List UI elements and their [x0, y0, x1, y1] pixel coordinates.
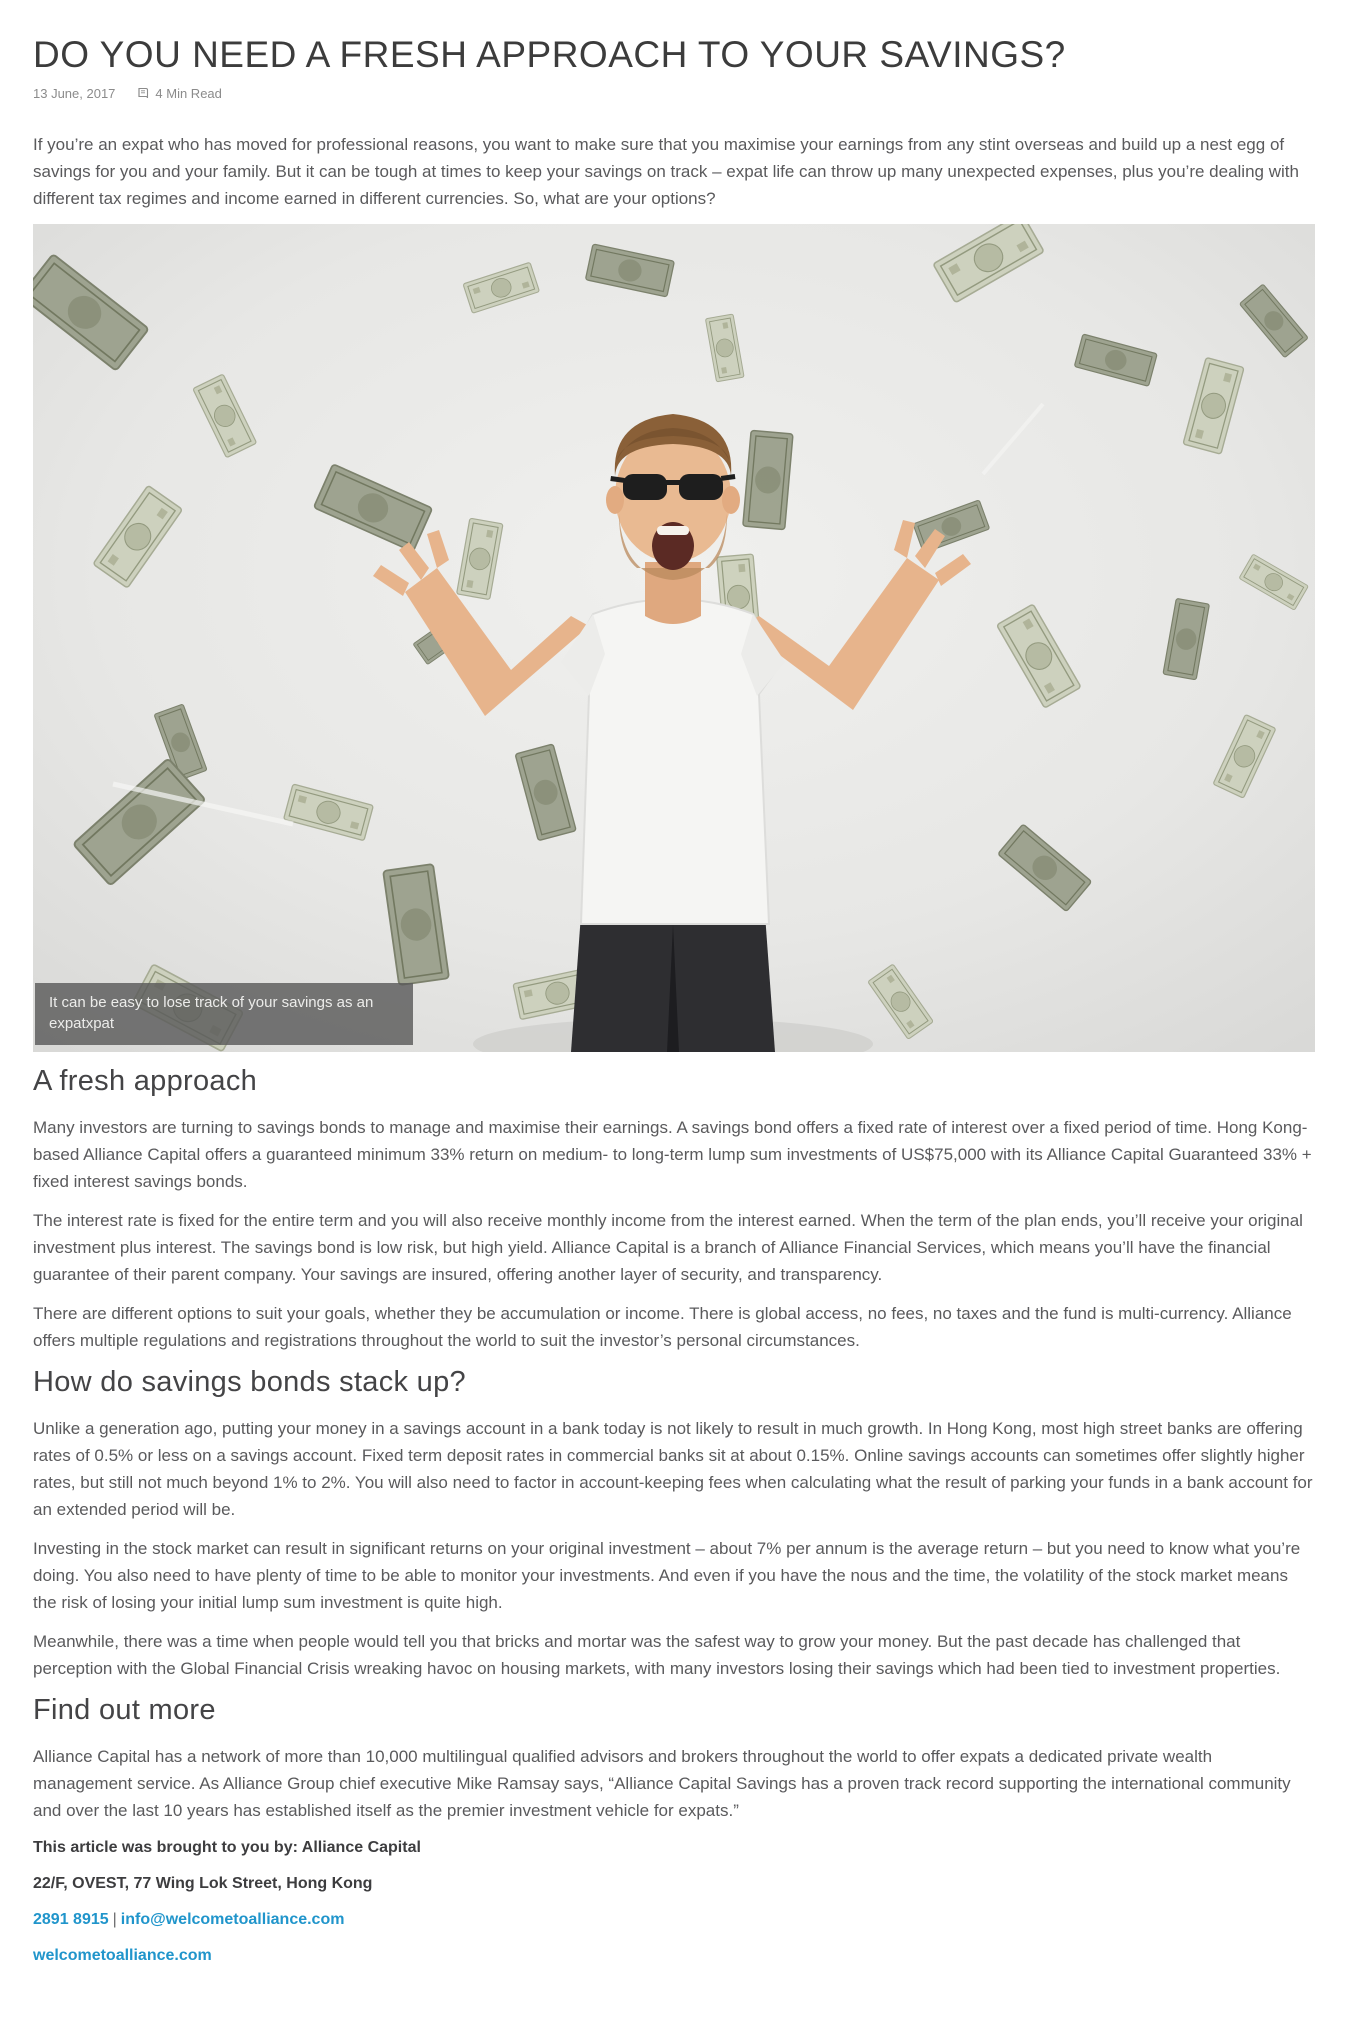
read-time-label: 4 Min Read [155, 86, 222, 101]
brought-by-line: This article was brought to you by: Alliance Capital [33, 1839, 421, 1856]
phone-link[interactable]: 2891 8915 [33, 1911, 109, 1928]
hero-image [33, 224, 1315, 1052]
website-line [33, 1944, 1315, 1968]
image-caption: It can be easy to lose track of your savings as an expatxpat [35, 983, 413, 1045]
paragraph: Investing in the stock market can result in significant returns on your original investment – about 7% per annum is the average return – but you need to know what you’re doing. You also need to have plenty of time to be able to monitor your investments. And even if you have the nous and the time, the volatility of the stock market means the risk of losing your initial lump sum investment is quite high. [33, 1539, 1301, 1612]
section-heading-stack-up: How do savings bonds stack up? [33, 1366, 466, 1398]
address-line: 22/F, OVEST, 77 Wing Lok Street, Hong Kong [33, 1875, 373, 1892]
paragraph: Unlike a generation ago, putting your money in a savings account in a bank today is not likely to result in much growth. In Hong Kong, most high street banks are offering rates of 0.5% or less on a savings account. Fixed term deposit rates in commercial banks sit at about 0.15%. Online savings accounts can sometimes offer slightly higher rates, but still not much beyond 1% to 2%. You will also need to factor in account-keeping fees when calculating what the result of parking your funds in a bank account for an extended period will be. [33, 1419, 1313, 1519]
link-separator: | [112, 1911, 117, 1928]
section-heading-fresh-approach: A fresh approach [33, 1065, 258, 1097]
article-footer [33, 1836, 1315, 1968]
website-link[interactable]: welcometoalliance.com [33, 1947, 212, 1964]
article-meta [33, 86, 1315, 101]
section-heading-find-out-more: Find out more [33, 1694, 216, 1726]
email-link[interactable]: info@welcometoalliance.com [120, 1911, 345, 1928]
paragraph: The interest rate is fixed for the entire term and you will also receive monthly income from the interest earned. When the term of the plan ends, you’ll receive your original investment plus interest. The savings bond is low risk, but high yield. Alliance Capital is a branch of Alliance Financial Services, which means you’ll have the financial guarantee of their parent company. Your savings are insured, offering another layer of security, and transparency. [33, 1211, 1303, 1284]
read-time [137, 86, 221, 101]
intro-paragraph: If you’re an expat who has moved for professional reasons, you want to make sure that you maximise your earnings from any stint overseas and build up a nest egg of savings for you and your family. But it can be tough at times to keep your savings on track – expat life can throw up many unexpected expenses, plus you’re dealing with different tax regimes and income earned in different currencies. So, what are your options? [33, 135, 1299, 208]
book-icon [137, 87, 150, 100]
paragraph: Meanwhile, there was a time when people would tell you that bricks and mortar was the safest way to grow your money. But the past decade has challenged that perception with the Global Financial Crisis wreaking havoc on housing markets, with many investors losing their savings which had been tied to investment properties. [33, 1632, 1281, 1678]
paragraph: Alliance Capital has a network of more than 10,000 multilingual qualified advisors and brokers throughout the world to offer expats a dedicated private wealth management service. As Alliance Group chief executive Mike Ramsay says, “Alliance Capital Savings has a proven track record supporting the international community and over the last 10 years has established itself as the premier investment vehicle for expats.” [33, 1747, 1291, 1820]
paragraph: There are different options to suit your goals, whether they be accumulation or income. There is global access, no fees, no taxes and the fund is multi-currency. Alliance offers multiple regulations and registrations throughout the world to suit the investor’s personal circumstances. [33, 1304, 1292, 1350]
contact-line [33, 1908, 1315, 1932]
page-title: DO YOU NEED A FRESH APPROACH TO YOUR SAVINGS? [33, 34, 1066, 75]
publish-date: 13 June, 2017 [33, 86, 116, 101]
money-rain-illustration [33, 224, 1315, 1052]
paragraph: Many investors are turning to savings bonds to manage and maximise their earnings. A savings bond offers a fixed rate of interest over a fixed period of time. Hong Kong-based Alliance Capital offers a guaranteed minimum 33% return on medium- to long-term lump sum investments of US$75,000 with its Alliance Capital Guaranteed 33% + fixed interest savings bonds. [33, 1118, 1312, 1191]
